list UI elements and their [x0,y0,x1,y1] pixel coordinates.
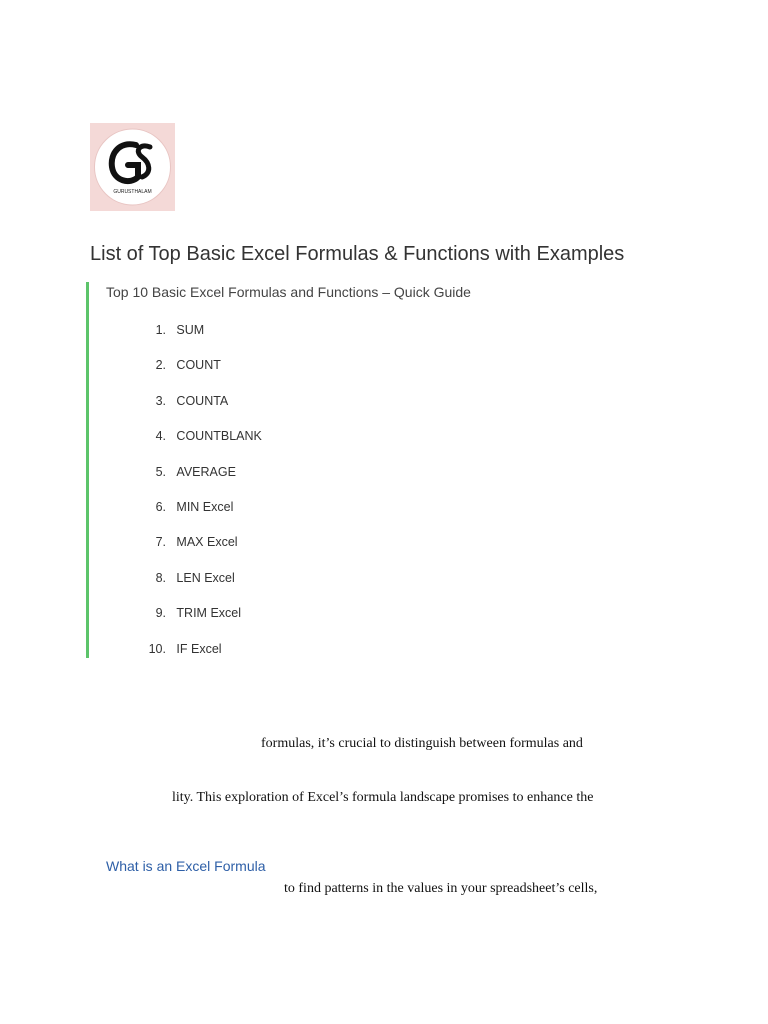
body-text-fragment: formulas, it’s crucial to distinguish between formulas and [261,736,583,751]
section-heading: What is an Excel Formula [106,858,266,874]
list-item [120,318,262,353]
list-item [120,601,262,636]
list-item [120,495,262,530]
list-item-label: SUM [176,323,205,337]
list-item-label: MIN Excel [176,499,234,514]
list-item [120,424,262,459]
list-item-label: MAX Excel [176,535,238,550]
body-text-fragment: lity. This exploration of Excel’s formula landscape promises to enhance the [172,790,594,805]
list-item-label: IF Excel [176,641,222,656]
logo-text: GURUSTHALAM [113,189,152,195]
list-item-label: COUNT [176,358,221,373]
function-list [120,318,262,672]
list-item [120,530,262,565]
list-item [120,353,262,388]
list-item-label: TRIM Excel [176,606,242,621]
list-number: 5. [155,464,166,479]
list-number: 2. [155,358,166,373]
list-item-label: COUNTBLANK [176,429,262,444]
list-number: 4. [155,429,166,444]
list-number: 9. [155,606,166,621]
list-number: 6. [155,499,166,514]
list-item-label: LEN Excel [176,570,235,585]
list-item-label: AVERAGE [176,464,236,479]
list-number: 3. [155,393,166,408]
guide-subtitle: Top 10 Basic Excel Formulas and Functions – Quick Guide [106,284,471,300]
list-item [120,460,262,495]
list-item [120,637,262,672]
list-item-label: COUNTA [176,393,229,408]
accent-bar [86,282,89,658]
page-title: List of Top Basic Excel Formulas & Functions with Examples [90,243,625,265]
list-number: 7. [155,535,166,550]
body-text-fragment: to find patterns in the values in your spreadsheet’s cells, [284,881,598,896]
list-number: 8. [155,570,166,585]
list-item [120,389,262,424]
list-item [120,566,262,601]
site-logo [90,123,175,211]
list-number: 10. [148,641,166,656]
list-number: 1. [155,323,166,337]
